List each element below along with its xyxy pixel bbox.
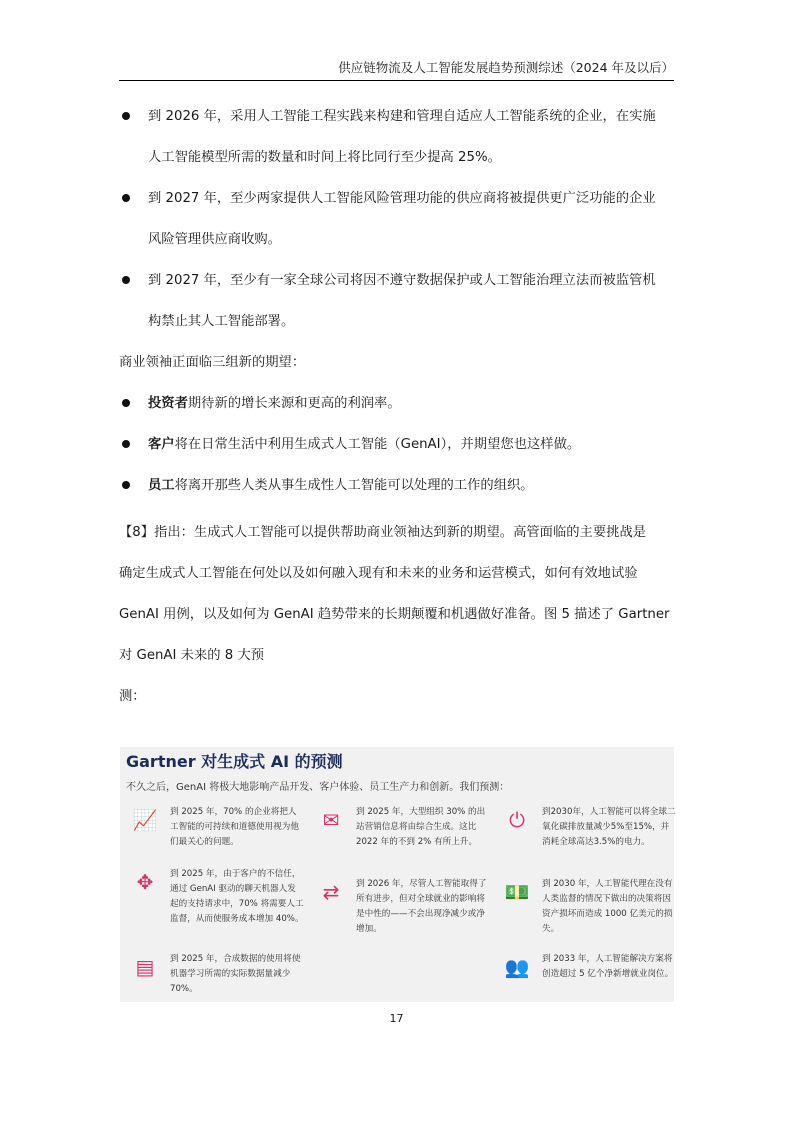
- paragraph-line: 测：: [119, 689, 146, 704]
- envelope-icon: ✉: [322, 808, 340, 832]
- page-number: 17: [389, 1012, 404, 1025]
- gartner-figure: [120, 747, 674, 1002]
- prediction-text: 到 2025 年，大型组织 30% 的出站营销信息将由综合生成。这比 2022 年的不到 2% 有所上升。: [356, 807, 486, 847]
- list-item-text: 期待新的增长来源和更高的利润率。: [187, 396, 401, 411]
- list-item-line: 到 2027 年，至少两家提供人工智能风险管理功能的供应商将被提供更广泛功能的企业: [148, 191, 656, 206]
- prediction-text: 到 2033 年，人工智能解决方案将创造超过 5 亿个净新增就业岗位。: [542, 954, 674, 979]
- figure-title: Gartner 对生成式 AI 的预测: [126, 752, 343, 771]
- list-item: [119, 178, 674, 260]
- list-item: [119, 96, 674, 178]
- intro-text: 商业领袖正面临三组新的期望：: [119, 355, 306, 370]
- list-item: [119, 424, 674, 465]
- prediction-text: 到 2030 年，人工智能代理在没有人类监督的情况下做出的决策将因资产损坏而造成 1000 亿美元的损失。: [542, 879, 673, 934]
- growth-chart-icon: 📈: [132, 808, 158, 832]
- prediction-text: 到 2025 年，由于客户的不信任，通过 GenAI 驱动的聊天机器人发起的支持请求中，70% 将需要人工监督，从而使服务成本增加 40%。: [170, 869, 304, 924]
- figure-subtitle: 不久之后，GenAI 将极大地影响产品开发、客户体验、员工生产力和创新。我们预测：: [126, 782, 510, 793]
- bullet-dot: [122, 440, 130, 448]
- plug-icon: ⏻: [509, 808, 525, 832]
- paragraph-line: 对 GenAI 未来的 8 大预: [119, 648, 265, 663]
- paragraph-line: 【8】指出：生成式人工智能可以提供帮助商业领袖达到新的期望。高管面临的主要挑战是: [119, 525, 647, 540]
- body-content: [119, 96, 674, 717]
- bold-term: 客户: [148, 437, 175, 452]
- list-item-text: 将离开那些人类从事生成性人工智能可以处理的工作的组织。: [174, 478, 534, 493]
- bullet-dot: [122, 481, 130, 489]
- list-item: [119, 465, 674, 506]
- prediction-text: 到 2026 年，尽管人工智能取得了所有进步，但对全球就业的影响将是中性的——不会出现净减少或净增加。: [356, 879, 487, 934]
- bullet-dot: [122, 112, 130, 120]
- money-icon: 💵: [504, 880, 530, 904]
- paragraph-line: GenAI 用例，以及如何为 GenAI 趋势带来的长期颠覆和机遇做好准备。图 5 描述了 Gartner: [119, 607, 670, 622]
- bullet-dot: [122, 276, 130, 284]
- workers-icon: 👥: [504, 955, 530, 979]
- bullet-dot: [122, 399, 130, 407]
- prediction-text: 到2030年，人工智能可以将全球二氧化碳排放量减少5%至15%，并消耗全球高达3.5%的电力。: [542, 807, 676, 847]
- people-exchange-icon: ⇄: [322, 880, 340, 904]
- bullet-dot: [122, 194, 130, 202]
- list-item-line: 到 2027 年，至少有一家全球公司将因不遵守数据保护或人工智能治理立法而被监管机: [148, 273, 656, 288]
- list-item: [119, 383, 674, 424]
- list-item-text: 将在日常生活中利用生成式人工智能（GenAI），并期望您也这样做。: [174, 437, 581, 452]
- bold-term: 员工: [148, 478, 175, 493]
- memory-card-icon: ▤: [135, 955, 155, 979]
- prediction-text: 到 2025 年，70% 的企业将把人工智能的可持续和道德使用视为他们最关心的问题。: [170, 807, 299, 847]
- network-arrows-icon: ✥: [136, 870, 154, 894]
- list-item-line: 到 2026 年，采用人工智能工程实践来构建和管理自适应人工智能系统的企业，在实施: [148, 109, 656, 124]
- bold-term: 投资者: [148, 396, 188, 411]
- list-item-line: 人工智能模型所需的数量和时间上将比同行至少提高 25%。: [148, 150, 501, 165]
- paragraph-line: 确定生成式人工智能在何处以及如何融入现有和未来的业务和运营模式，如何有效地试验: [119, 566, 638, 581]
- running-header: 供应链物流及人工智能发展趋势预测综述（2024 年及以后）: [119, 58, 674, 81]
- list-item-line: 风险管理供应商收购。: [148, 232, 281, 247]
- list-item: [119, 260, 674, 342]
- list-item-line: 构禁止其人工智能部署。: [148, 314, 295, 329]
- prediction-text: 到 2025 年，合成数据的使用将使机器学习所需的实际数据量减少 70%。: [170, 954, 301, 994]
